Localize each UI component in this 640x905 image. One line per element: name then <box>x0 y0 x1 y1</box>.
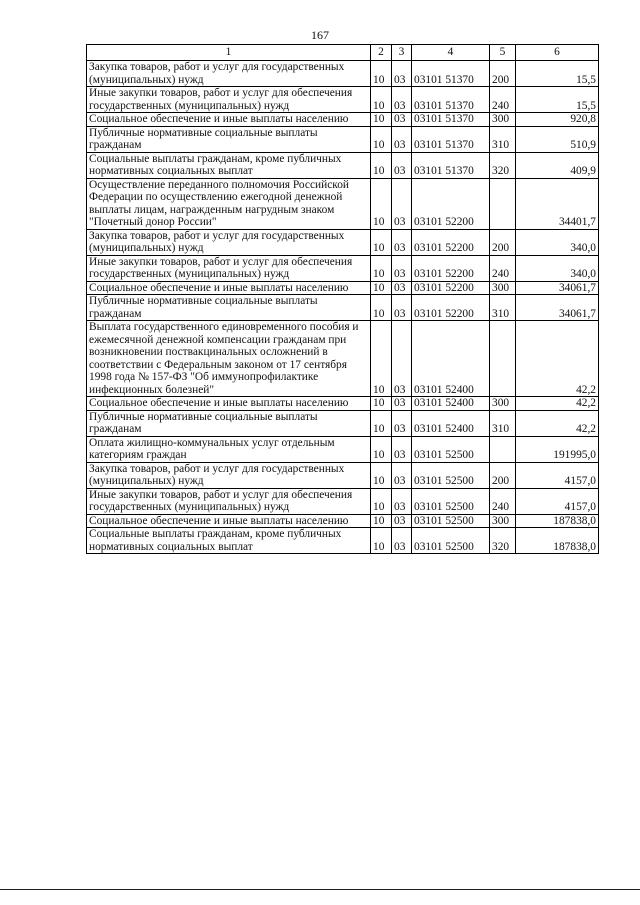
row-c2-cell: 10 <box>371 152 392 178</box>
table-row <box>87 514 599 528</box>
row-c2-cell: 10 <box>371 295 392 321</box>
table-row <box>87 436 599 462</box>
row-c3-cell: 03 <box>392 436 412 462</box>
row-c6-cell: 42,2 <box>516 410 599 436</box>
row-c5-cell: 300 <box>490 397 516 411</box>
table-row <box>87 113 599 127</box>
row-c6-cell: 340,0 <box>516 229 599 255</box>
header-col-6: 6 <box>516 45 599 61</box>
row-name-cell: Выплата государственного единовременного пособия и ежемесячной денежной компенсации гражданам при возникновении поствакцинальных осложнений в соответствии с Федеральным законом от 17 сентября 1998 года № 157-ФЗ "Об иммунопрофилактике инфекционных болезней" <box>87 321 371 397</box>
row-c5-cell: 240 <box>490 255 516 281</box>
row-c5-cell: 240 <box>490 488 516 514</box>
row-c5-cell: 320 <box>490 528 516 554</box>
row-c2-cell: 10 <box>371 462 392 488</box>
row-c2-cell: 10 <box>371 488 392 514</box>
row-name-cell: Социальное обеспечение и иные выплаты населению <box>87 514 371 528</box>
table-row <box>87 397 599 411</box>
row-c3-cell: 03 <box>392 255 412 281</box>
row-c4-cell: 03101 52500 <box>412 528 490 554</box>
row-c6-cell: 34061,7 <box>516 295 599 321</box>
row-c3-cell: 03 <box>392 152 412 178</box>
page-number: 167 <box>311 28 329 42</box>
row-c6-cell: 42,2 <box>516 397 599 411</box>
row-c3-cell: 03 <box>392 61 412 87</box>
row-name-cell: Публичные нормативные социальные выплаты гражданам <box>87 126 371 152</box>
row-c3-cell: 03 <box>392 229 412 255</box>
row-c6-cell: 187838,0 <box>516 514 599 528</box>
header-col-4: 4 <box>412 45 490 61</box>
table-row <box>87 126 599 152</box>
row-c4-cell: 03101 51370 <box>412 126 490 152</box>
row-c5-cell: 300 <box>490 113 516 127</box>
row-c4-cell: 03101 52200 <box>412 295 490 321</box>
budget-table <box>86 44 599 554</box>
row-c3-cell: 03 <box>392 126 412 152</box>
row-c2-cell: 10 <box>371 436 392 462</box>
row-name-cell: Социальные выплаты гражданам, кроме публичных нормативных социальных выплат <box>87 152 371 178</box>
row-c2-cell: 10 <box>371 61 392 87</box>
row-c4-cell: 03101 52400 <box>412 410 490 436</box>
row-name-cell: Осуществление переданного полномочия Российской Федерации по осуществлению ежегодной денежной выплаты лицам, награжденным нагрудным знаком "Почетный донор России" <box>87 178 371 229</box>
header-col-3: 3 <box>392 45 412 61</box>
table-row <box>87 281 599 295</box>
row-name-cell: Социальное обеспечение и иные выплаты населению <box>87 281 371 295</box>
row-c2-cell: 10 <box>371 87 392 113</box>
row-c5-cell: 310 <box>490 295 516 321</box>
row-name-cell: Публичные нормативные социальные выплаты гражданам <box>87 295 371 321</box>
header-row <box>87 45 599 61</box>
row-c5-cell: 310 <box>490 126 516 152</box>
row-name-cell: Иные закупки товаров, работ и услуг для обеспечения государственных (муниципальных) нужд <box>87 488 371 514</box>
row-c5-cell: 200 <box>490 229 516 255</box>
row-c2-cell: 10 <box>371 528 392 554</box>
table-row <box>87 229 599 255</box>
table-row <box>87 178 599 229</box>
row-c5-cell: 300 <box>490 514 516 528</box>
row-c3-cell: 03 <box>392 281 412 295</box>
row-c3-cell: 03 <box>392 321 412 397</box>
table-row <box>87 462 599 488</box>
row-c5-cell: 240 <box>490 87 516 113</box>
row-c6-cell: 920,8 <box>516 113 599 127</box>
row-c3-cell: 03 <box>392 528 412 554</box>
row-c6-cell: 4157,0 <box>516 488 599 514</box>
row-c5-cell: 200 <box>490 462 516 488</box>
row-name-cell: Социальное обеспечение и иные выплаты населению <box>87 113 371 127</box>
row-c2-cell: 10 <box>371 178 392 229</box>
row-c4-cell: 03101 52500 <box>412 462 490 488</box>
header-col-1: 1 <box>87 45 371 61</box>
row-c4-cell: 03101 52200 <box>412 281 490 295</box>
row-c4-cell: 03101 52200 <box>412 178 490 229</box>
row-name-cell: Публичные нормативные социальные выплаты гражданам <box>87 410 371 436</box>
row-c3-cell: 03 <box>392 178 412 229</box>
row-c3-cell: 03 <box>392 87 412 113</box>
row-name-cell: Оплата жилищно-коммунальных услуг отдельным категориям граждан <box>87 436 371 462</box>
row-c4-cell: 03101 51370 <box>412 113 490 127</box>
row-c2-cell: 10 <box>371 255 392 281</box>
row-c4-cell: 03101 52500 <box>412 514 490 528</box>
row-c3-cell: 03 <box>392 410 412 436</box>
row-c5-cell <box>490 321 516 397</box>
table-header <box>87 45 599 61</box>
row-c4-cell: 03101 52200 <box>412 229 490 255</box>
row-c3-cell: 03 <box>392 488 412 514</box>
table-row <box>87 152 599 178</box>
row-c3-cell: 03 <box>392 113 412 127</box>
bottom-rule <box>0 889 640 890</box>
row-c2-cell: 10 <box>371 281 392 295</box>
row-c6-cell: 42,2 <box>516 321 599 397</box>
row-name-cell: Закупка товаров, работ и услуг для государственных (муниципальных) нужд <box>87 462 371 488</box>
row-c3-cell: 03 <box>392 397 412 411</box>
header-col-5: 5 <box>490 45 516 61</box>
row-c6-cell: 191995,0 <box>516 436 599 462</box>
row-c6-cell: 409,9 <box>516 152 599 178</box>
row-c6-cell: 34401,7 <box>516 178 599 229</box>
row-name-cell: Социальные выплаты гражданам, кроме публичных нормативных социальных выплат <box>87 528 371 554</box>
table-row <box>87 410 599 436</box>
row-c2-cell: 10 <box>371 126 392 152</box>
row-c5-cell: 320 <box>490 152 516 178</box>
row-c4-cell: 03101 52400 <box>412 397 490 411</box>
row-c6-cell: 15,5 <box>516 87 599 113</box>
table-row <box>87 488 599 514</box>
row-c3-cell: 03 <box>392 462 412 488</box>
row-c2-cell: 10 <box>371 397 392 411</box>
row-name-cell: Иные закупки товаров, работ и услуг для обеспечения государственных (муниципальных) нужд <box>87 255 371 281</box>
row-c4-cell: 03101 52500 <box>412 436 490 462</box>
row-c6-cell: 4157,0 <box>516 462 599 488</box>
header-col-2: 2 <box>371 45 392 61</box>
row-c4-cell: 03101 52200 <box>412 255 490 281</box>
row-c4-cell: 03101 51370 <box>412 61 490 87</box>
table-row <box>87 528 599 554</box>
row-c6-cell: 510,9 <box>516 126 599 152</box>
row-c2-cell: 10 <box>371 410 392 436</box>
row-c5-cell <box>490 436 516 462</box>
table-row <box>87 321 599 397</box>
row-c5-cell: 300 <box>490 281 516 295</box>
row-c3-cell: 03 <box>392 295 412 321</box>
row-c5-cell: 200 <box>490 61 516 87</box>
row-c5-cell: 310 <box>490 410 516 436</box>
row-c6-cell: 34061,7 <box>516 281 599 295</box>
row-c6-cell: 15,5 <box>516 61 599 87</box>
table-row <box>87 255 599 281</box>
row-c4-cell: 03101 51370 <box>412 87 490 113</box>
row-c2-cell: 10 <box>371 514 392 528</box>
row-c2-cell: 10 <box>371 229 392 255</box>
row-c5-cell <box>490 178 516 229</box>
row-name-cell: Социальное обеспечение и иные выплаты населению <box>87 397 371 411</box>
row-c6-cell: 340,0 <box>516 255 599 281</box>
table-body <box>87 61 599 554</box>
row-c2-cell: 10 <box>371 113 392 127</box>
row-c2-cell: 10 <box>371 321 392 397</box>
row-c4-cell: 03101 52400 <box>412 321 490 397</box>
row-name-cell: Закупка товаров, работ и услуг для государственных (муниципальных) нужд <box>87 229 371 255</box>
table-row <box>87 87 599 113</box>
row-c4-cell: 03101 52500 <box>412 488 490 514</box>
row-c6-cell: 187838,0 <box>516 528 599 554</box>
row-name-cell: Закупка товаров, работ и услуг для государственных (муниципальных) нужд <box>87 61 371 87</box>
row-name-cell: Иные закупки товаров, работ и услуг для обеспечения государственных (муниципальных) нужд <box>87 87 371 113</box>
row-c4-cell: 03101 51370 <box>412 152 490 178</box>
table-row <box>87 61 599 87</box>
table-row <box>87 295 599 321</box>
row-c3-cell: 03 <box>392 514 412 528</box>
